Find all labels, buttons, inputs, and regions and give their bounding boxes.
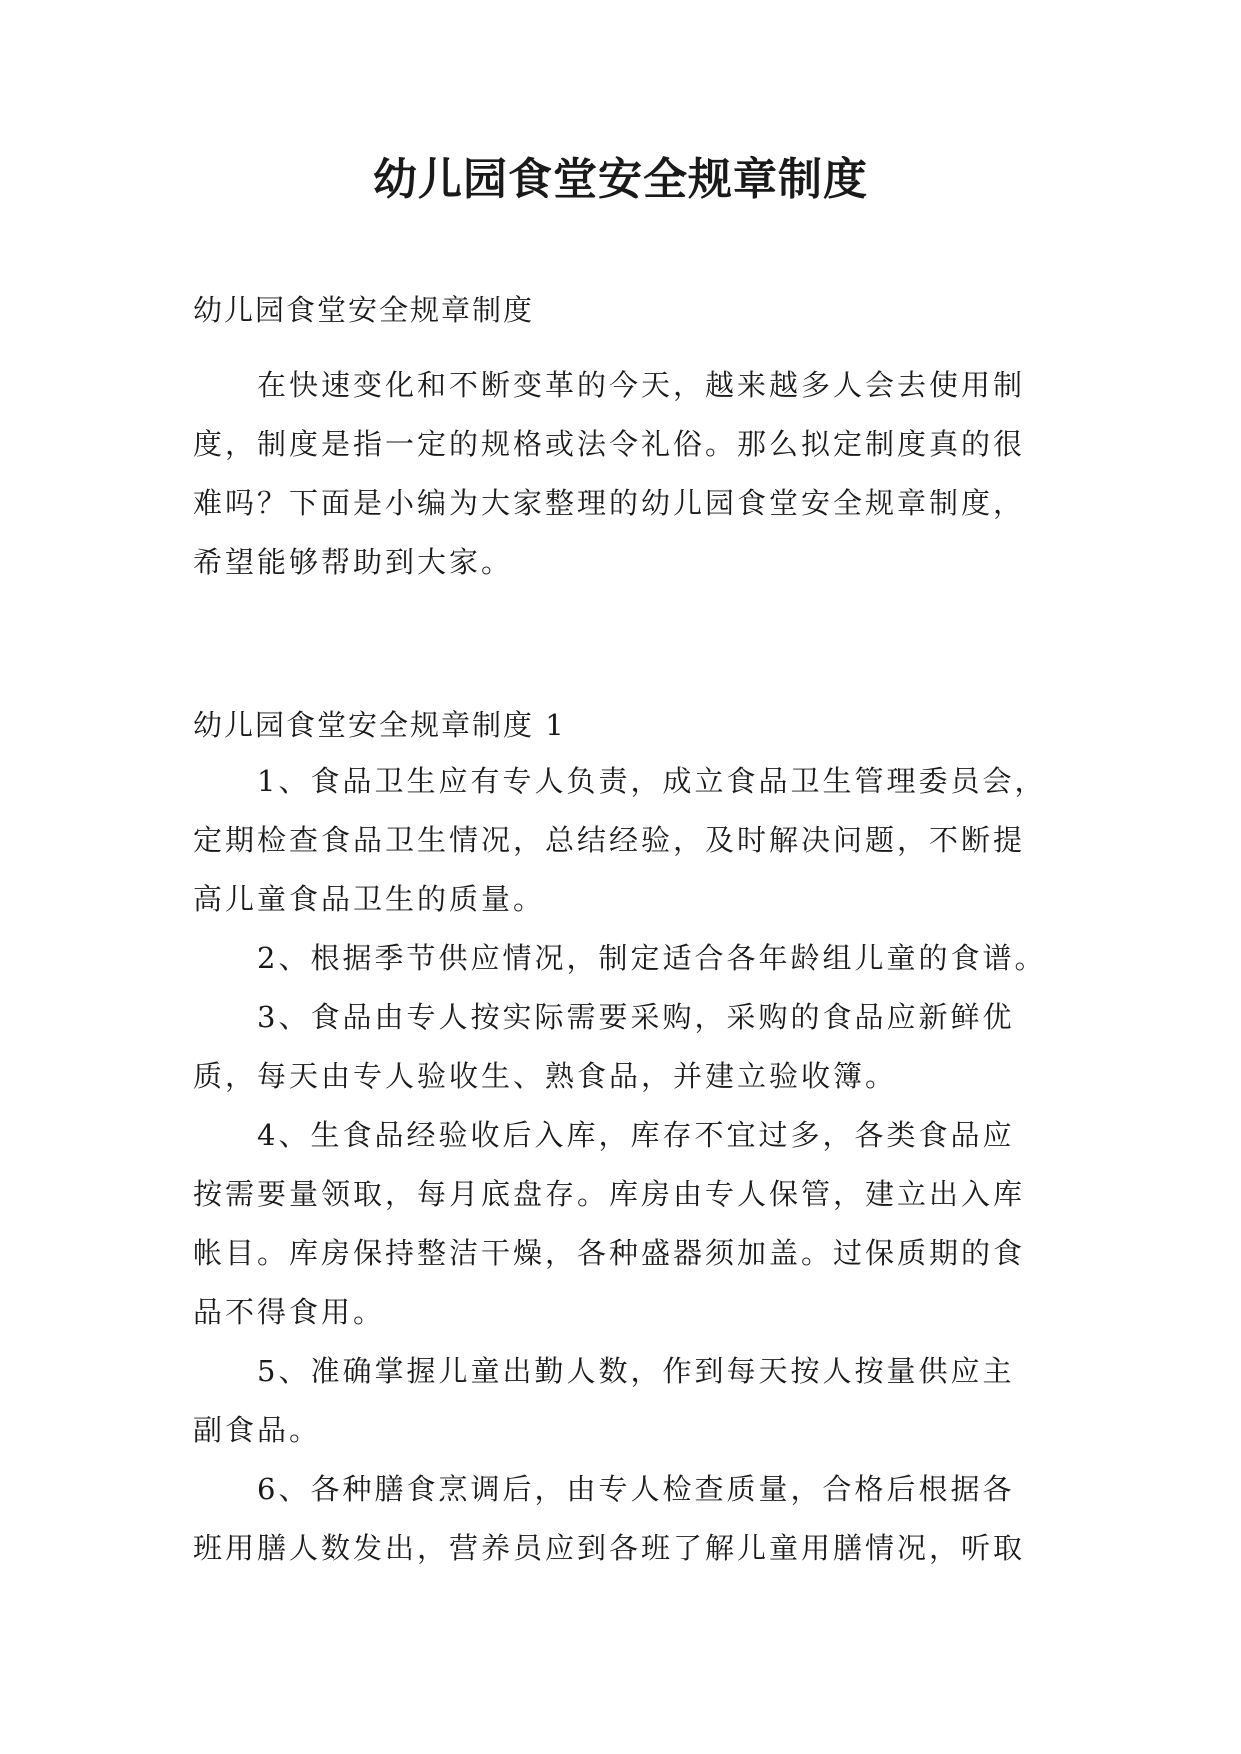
rule-line: 副食品。 — [193, 1413, 322, 1447]
rule-line: 品不得食用。 — [193, 1295, 386, 1329]
rule-line: 定期检查食品卫生情况，总结经验，及时解决问题，不断提 — [193, 823, 1026, 857]
rule-line: 班用膳人数发出，营养员应到各班了解儿童用膳情况，听取 — [193, 1531, 1026, 1565]
rule-line: 6、各种膳食烹调后，由专人检查质量，合格后根据各 — [257, 1472, 1015, 1506]
document-title: 幼儿园食堂安全规章制度 — [373, 154, 868, 205]
rule-line: 4、生食品经验收后入库，库存不宜过多，各类食品应 — [257, 1118, 1015, 1152]
rule-line: 质，每天由专人验收生、熟食品，并建立验收簿。 — [193, 1059, 898, 1093]
rule-item-1 — [193, 752, 1063, 929]
document-subtitle: 幼儿园食堂安全规章制度 — [193, 293, 535, 327]
rule-item-6 — [193, 1460, 1063, 1578]
rule-item-3 — [193, 988, 1063, 1106]
intro-line: 希望能够帮助到大家。 — [193, 545, 514, 579]
rule-line: 按需要量领取，每月底盘存。库房由专人保管，建立出入库 — [193, 1177, 1026, 1211]
section-heading: 幼儿园食堂安全规章制度 1 — [193, 708, 566, 742]
rule-item-4 — [193, 1106, 1063, 1342]
rule-item-2 — [193, 929, 1063, 988]
intro-line: 度，制度是指一定的规格或法令礼俗。那么拟定制度真的很 — [193, 427, 1026, 461]
rule-line: 帐目。库房保持整洁干燥，各种盛器须加盖。过保质期的食 — [193, 1236, 1026, 1270]
rule-line: 1、食品卫生应有专人负责，成立食品卫生管理委员会， — [257, 764, 1047, 798]
intro-paragraph — [193, 356, 1063, 592]
rule-line: 2、根据季节供应情况，制定适合各年龄组儿童的食谱。 — [257, 941, 1047, 975]
intro-line: 难吗？下面是小编为大家整理的幼儿园食堂安全规章制度， — [193, 486, 1026, 520]
rule-line: 3、食品由专人按实际需要采购，采购的食品应新鲜优 — [257, 1000, 1015, 1034]
intro-line: 在快速变化和不断变革的今天，越来越多人会去使用制 — [257, 368, 1026, 402]
rule-line: 高儿童食品卫生的质量。 — [193, 882, 546, 916]
rule-item-5 — [193, 1342, 1063, 1460]
rule-line: 5、准确掌握儿童出勤人数，作到每天按人按量供应主 — [257, 1354, 1015, 1388]
